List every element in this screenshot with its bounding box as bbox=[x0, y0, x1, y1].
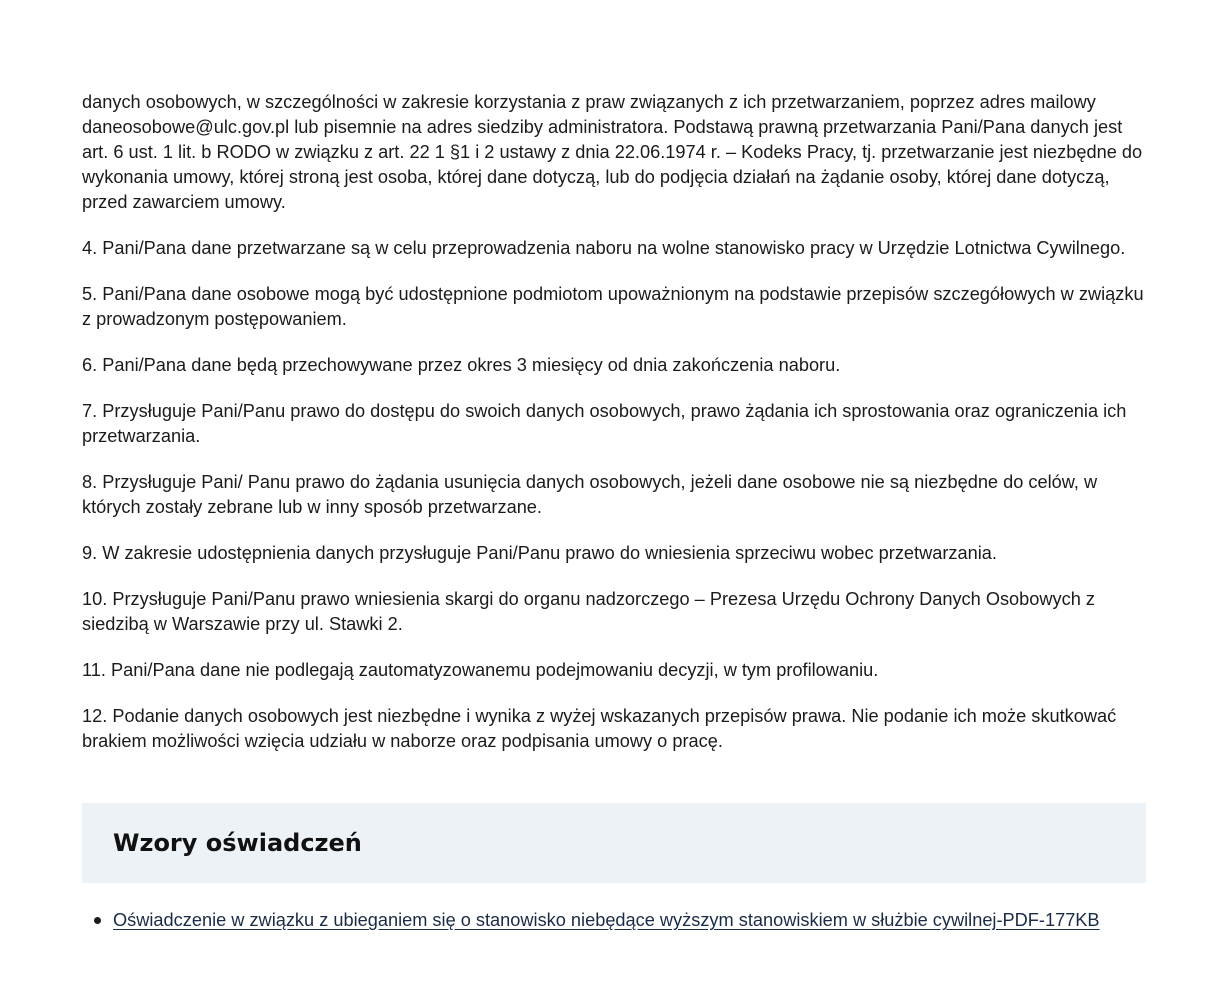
paragraph-8: 8. Przysługuje Pani/ Panu prawo do żądania usunięcia danych osobowych, jeżeli dane osobowe nie są niezbędne do celów, w których zostały zebrane lub w inny sposób przetwarzane. bbox=[82, 472, 1098, 517]
document-download-link[interactable]: Oświadczenie w związku z ubieganiem się o stanowisko niebędące wyższym stanowiskiem w służbie cywilnej-PDF-177KB bbox=[113, 910, 1100, 930]
paragraph-7: 7. Przysługuje Pani/Panu prawo do dostępu do swoich danych osobowych, prawo żądania ich sprostowania oraz ograniczenia ich przetwarzania. bbox=[82, 401, 1127, 446]
paragraph-5: 5. Pani/Pana dane osobowe mogą być udostępnione podmiotom upoważnionym na podstawie przepisów szczegółowych w związku z prowadzonym postępowaniem. bbox=[82, 284, 1144, 329]
paragraph-11: 11. Pani/Pana dane nie podlegają zautomatyzowanemu podejmowaniu decyzji, w tym profilowaniu. bbox=[82, 660, 879, 680]
section-title: Wzory oświadczeń bbox=[113, 829, 362, 857]
paragraph-12: 12. Podanie danych osobowych jest niezbędne i wynika z wyżej wskazanych przepisów prawa. Nie podanie ich może skutkować brakiem możliwości wzięcia udziału w naborze oraz podpisania umowy o pracę. bbox=[82, 706, 1117, 751]
paragraph-intro: danych osobowych, w szczególności w zakresie korzystania z praw związanych z ich przetwarzaniem, poprzez adres mailowy daneosobowe@ulc.gov.pl lub pisemnie na adres siedziby administratora. Podstawą prawną przetwarzania Pani/Pana danych jest art. 6 ust. 1 lit. b RODO w związku z art. 22 1 §1 i 2 ustawy z dnia 22.06.1974 r. – Kodeks Pracy, tj. przetwarzanie jest niezbędne do wykonania umowy, której stroną jest osoba, której dane dotyczą, lub do podjęcia działań na żądanie osoby, której dane dotyczą, przed zawarciem umowy. bbox=[82, 92, 1143, 212]
paragraph-10: 10. Przysługuje Pani/Panu prawo wniesienia skargi do organu nadzorczego – Prezesa Urzędu Ochrony Danych Osobowych z siedzibą w Warszawie przy ul. Stawki 2. bbox=[82, 589, 1095, 634]
bullet-icon bbox=[94, 917, 101, 924]
paragraph-9: 9. W zakresie udostępnienia danych przysługuje Pani/Panu prawo do wniesienia sprzeciwu wobec przetwarzania. bbox=[82, 543, 997, 563]
section-header-box bbox=[82, 803, 1146, 883]
document-list bbox=[82, 908, 1146, 932]
paragraph-4: 4. Pani/Pana dane przetwarzane są w celu przeprowadzenia naboru na wolne stanowisko pracy w Urzędzie Lotnictwa Cywilnego. bbox=[82, 238, 1126, 258]
main-content bbox=[82, 90, 1146, 932]
list-item bbox=[94, 908, 1146, 932]
paragraph-6: 6. Pani/Pana dane będą przechowywane przez okres 3 miesięcy od dnia zakończenia naboru. bbox=[82, 355, 841, 375]
